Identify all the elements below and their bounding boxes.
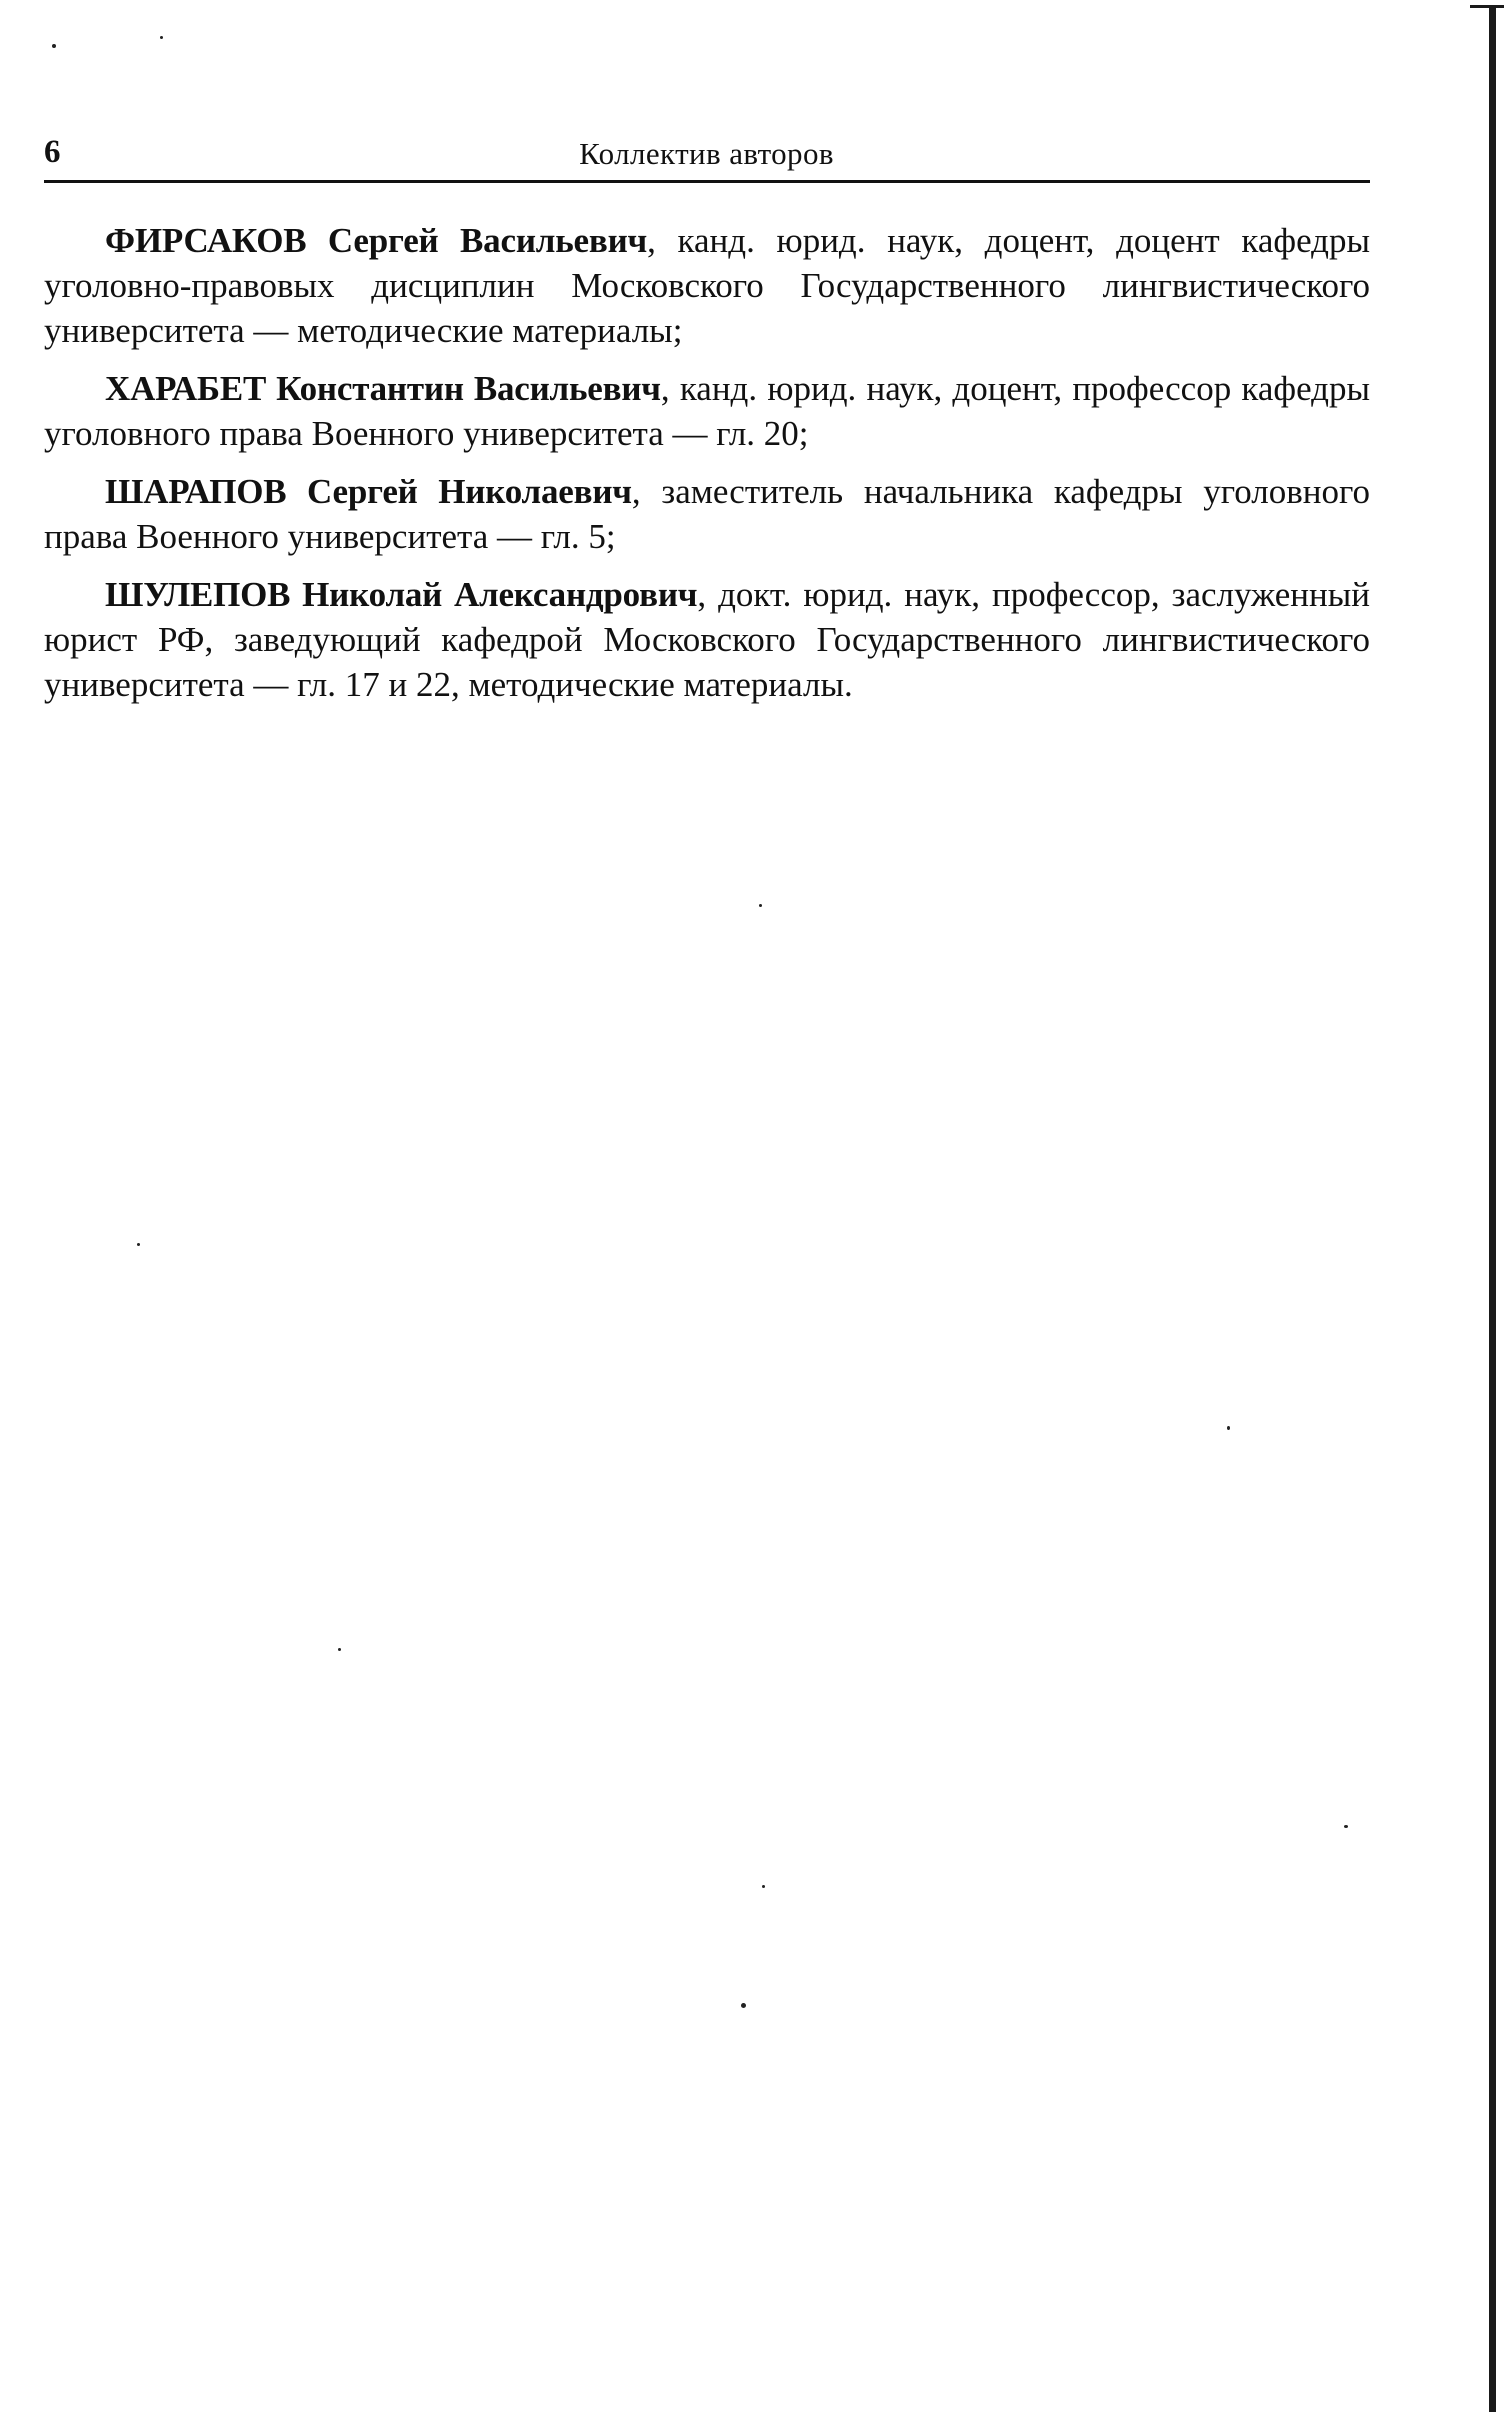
scan-speck xyxy=(1227,1426,1230,1430)
page-number: 6 xyxy=(44,134,61,170)
author-entry xyxy=(44,572,1370,707)
author-name: ШУЛЕПОВ Николай Александрович xyxy=(105,575,698,614)
author-name: ФИРСАКОВ Сергей Васильевич xyxy=(105,221,648,260)
author-description: , канд. юрид. наук, доцент, профессор кафедры уголовного права Военного университета — гл. 20; xyxy=(44,369,1370,453)
binding-edge-top xyxy=(1470,5,1504,8)
author-description: , докт. юрид. наук, профессор, заслуженный юрист РФ, заведующий кафедрой Московского Государственного лингвистического университета — гл. 17 и 22, методические материалы. xyxy=(44,575,1370,704)
author-entry xyxy=(44,469,1370,559)
scan-speck xyxy=(759,904,762,907)
scan-speck xyxy=(1344,1825,1348,1828)
scan-speck xyxy=(741,2003,746,2008)
author-description: , канд. юрид. наук, доцент, доцент кафедры уголовно-правовых дисциплин Московского Государственного лингвистического университета — методические материалы; xyxy=(44,221,1370,350)
header-rule xyxy=(44,180,1370,183)
running-title: Коллектив авторов xyxy=(579,136,834,171)
page-header xyxy=(44,128,1369,176)
author-entry xyxy=(44,366,1370,456)
scan-speck xyxy=(137,1243,140,1246)
scan-speck xyxy=(338,1648,341,1651)
author-entry xyxy=(44,218,1370,353)
authors-list xyxy=(44,218,1370,720)
author-description: , заместитель начальника кафедры уголовного права Военного университета — гл. 5; xyxy=(44,472,1370,556)
author-name: ХАРАБЕТ Константин Васильевич xyxy=(105,369,661,408)
scan-speck xyxy=(160,36,163,39)
binding-edge xyxy=(1489,8,1496,2412)
scan-speck xyxy=(762,1885,765,1888)
author-name: ШАРАПОВ Сергей Николаевич xyxy=(105,472,632,511)
scan-speck xyxy=(52,44,56,48)
